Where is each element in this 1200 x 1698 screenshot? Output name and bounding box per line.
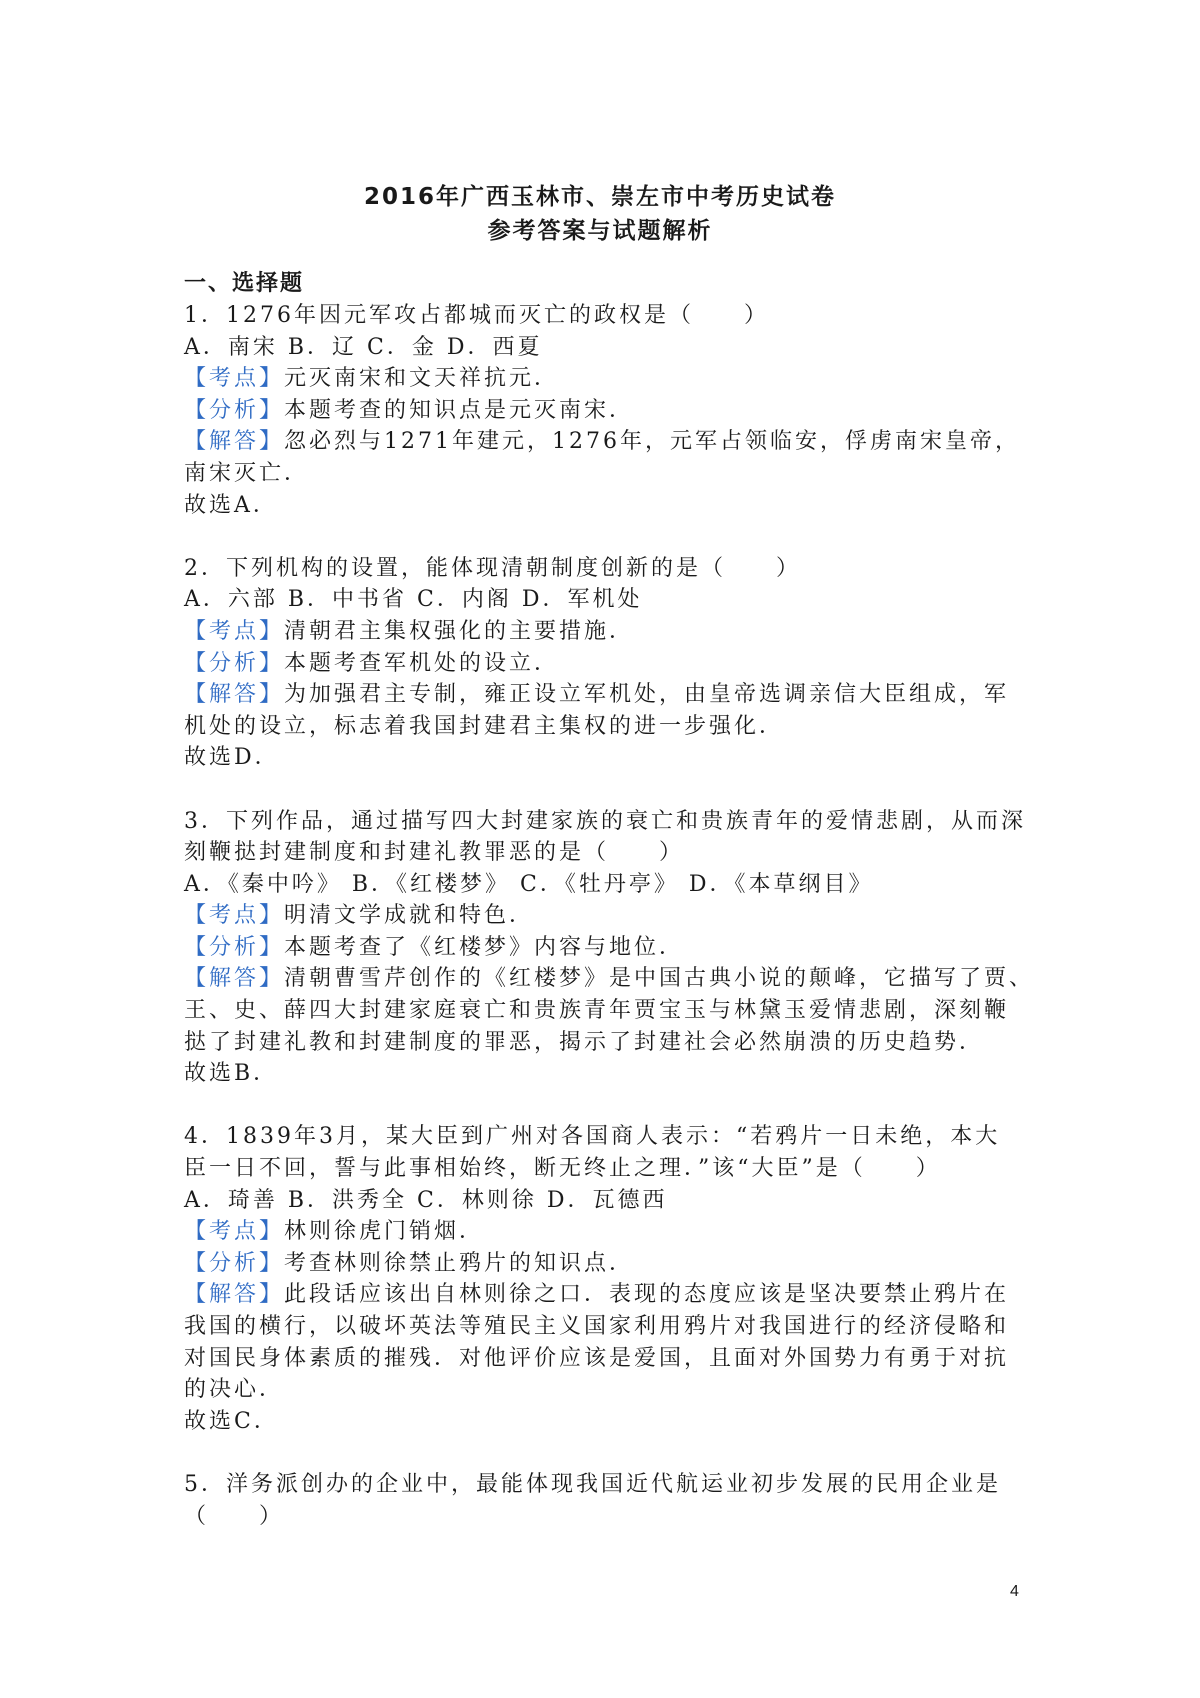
jieda-tag: 【解答】 <box>184 966 285 992</box>
page-number: 4 <box>1010 1583 1019 1600</box>
question-options: A．《秦中吟》 B．《红楼梦》 C．《牡丹亭》 D．《本草纲目》 <box>184 871 874 897</box>
fenxi-text: 本题考查的知识点是元灭南宋． <box>284 397 635 423</box>
section-heading: 一、选择题 <box>184 271 305 296</box>
fenxi-tag: 【分析】 <box>184 397 285 423</box>
jieda-text: 忽必烈与1271年建元，1276年，元军占领临安，俘虏南宋皇帝， <box>284 429 1020 455</box>
jieda-continuation: 我国的横行，以破坏英法等殖民主义国家利用鸦片对我国进行的经济侵略和 <box>184 1314 1010 1339</box>
question-stem: 4．1839年3月，某大臣到广州对各国商人表示：“若鸦片一日未绝，本大 <box>184 1124 1001 1150</box>
jieda-continuation: 对国民身体素质的摧残．对他评价应该是爱国，且面对外国势力有勇于对抗 <box>184 1345 1010 1371</box>
kaodian-text: 明清文学成就和特色． <box>284 903 535 929</box>
answer-line: 故选A． <box>184 492 278 518</box>
question-stem: 3．下列作品，通过描写四大封建家族的衰亡和贵族青年的爱情悲剧，从而深 <box>184 808 1026 834</box>
kaodian-tag: 【考点】 <box>184 366 285 392</box>
question-3 <box>184 806 1035 1090</box>
jieda-line <box>184 963 1035 995</box>
jieda-tag: 【解答】 <box>184 682 285 708</box>
jieda-text: 清朝曹雪芹创作的《红楼梦》是中国古典小说的颠峰，它描写了贾、 <box>284 966 1035 992</box>
question-1 <box>184 300 1024 521</box>
page-title: 2016年广西玉林市、崇左市中考历史试卷 <box>363 184 836 210</box>
fenxi-text: 考查林则徐禁止鸦片的知识点． <box>284 1250 635 1276</box>
fenxi-text: 本题考查军机处的设立． <box>284 650 560 676</box>
fenxi-line <box>184 1248 1024 1280</box>
jieda-tag: 【解答】 <box>184 429 285 455</box>
jieda-continuation: 南宋灭亡． <box>184 460 310 486</box>
kaodian-line <box>184 900 1024 932</box>
page-subtitle: 参考答案与试题解析 <box>487 218 713 244</box>
kaodian-tag: 【考点】 <box>184 903 285 929</box>
jieda-tag: 【解答】 <box>184 1282 285 1308</box>
question-4 <box>184 1121 1024 1437</box>
jieda-continuation: 的决心． <box>184 1377 285 1403</box>
fenxi-tag: 【分析】 <box>184 934 285 960</box>
kaodian-text: 林则徐虎门销烟． <box>284 1219 485 1245</box>
question-stem: 5．洋务派创办的企业中，最能体现我国近代航运业初步发展的民用企业是 <box>184 1471 1001 1497</box>
answer-line: 故选D． <box>184 745 280 771</box>
fenxi-line <box>184 932 1024 964</box>
jieda-line <box>184 426 1024 458</box>
fenxi-tag: 【分析】 <box>184 1250 285 1276</box>
question-options: A．六部 B．中书省 C．内阁 D．军机处 <box>184 587 643 613</box>
jieda-line <box>184 1279 1024 1311</box>
question-stem: 2．下列机构的设置，能体现清朝制度创新的是（ ） <box>184 555 801 581</box>
jieda-text: 此段话应该出自林则徐之口．表现的态度应该是坚决要禁止鸦片在 <box>284 1282 1010 1308</box>
kaodian-line <box>184 1216 1024 1248</box>
kaodian-line <box>184 363 1024 395</box>
jieda-continuation: 机处的设立，标志着我国封建君主集权的进一步强化． <box>184 713 785 739</box>
question-stem: 1．1276年因元军攻占都城而灭亡的政权是（ ） <box>184 303 769 328</box>
question-options: A．南宋 B．辽 C．金 D．西夏 <box>184 334 543 360</box>
document-body <box>184 268 1035 1532</box>
kaodian-text: 清朝君主集权强化的主要措施． <box>284 618 635 644</box>
fenxi-tag: 【分析】 <box>184 650 285 676</box>
question-stem-continuation: 臣一日不回，誓与此事相始终，断无终止之理．”该“大臣”是（ ） <box>184 1156 941 1182</box>
fenxi-text: 本题考查了《红楼梦》内容与地位． <box>284 934 685 960</box>
fenxi-line <box>184 395 1024 427</box>
jieda-continuation: 王、史、薛四大封建家庭衰亡和贵族青年贾宝玉与林黛玉爱情悲剧，深刻鞭 <box>184 998 1010 1024</box>
question-2 <box>184 553 1024 774</box>
kaodian-tag: 【考点】 <box>184 618 285 644</box>
question-stem-continuation: 刻鞭挞封建制度和封建礼教罪恶的是（ ） <box>184 840 685 866</box>
question-options: A．琦善 B．洪秀全 C．林则徐 D．瓦德西 <box>184 1187 668 1213</box>
jieda-line <box>184 679 1024 711</box>
fenxi-line <box>184 648 1024 680</box>
jieda-text: 为加强君主专制，雍正设立军机处，由皇帝选调亲信大臣组成，军 <box>284 682 1010 708</box>
question-5 <box>184 1469 1024 1532</box>
kaodian-line <box>184 616 1024 648</box>
answer-line: 故选C． <box>184 1408 279 1434</box>
answer-line: 故选B． <box>184 1061 279 1087</box>
kaodian-tag: 【考点】 <box>184 1219 285 1245</box>
question-stem-continuation: （ ） <box>184 1503 285 1529</box>
kaodian-text: 元灭南宋和文天祥抗元． <box>284 366 560 392</box>
jieda-continuation: 挞了封建礼教和封建制度的罪恶，揭示了封建社会必然崩溃的历史趋势． <box>184 1029 985 1055</box>
